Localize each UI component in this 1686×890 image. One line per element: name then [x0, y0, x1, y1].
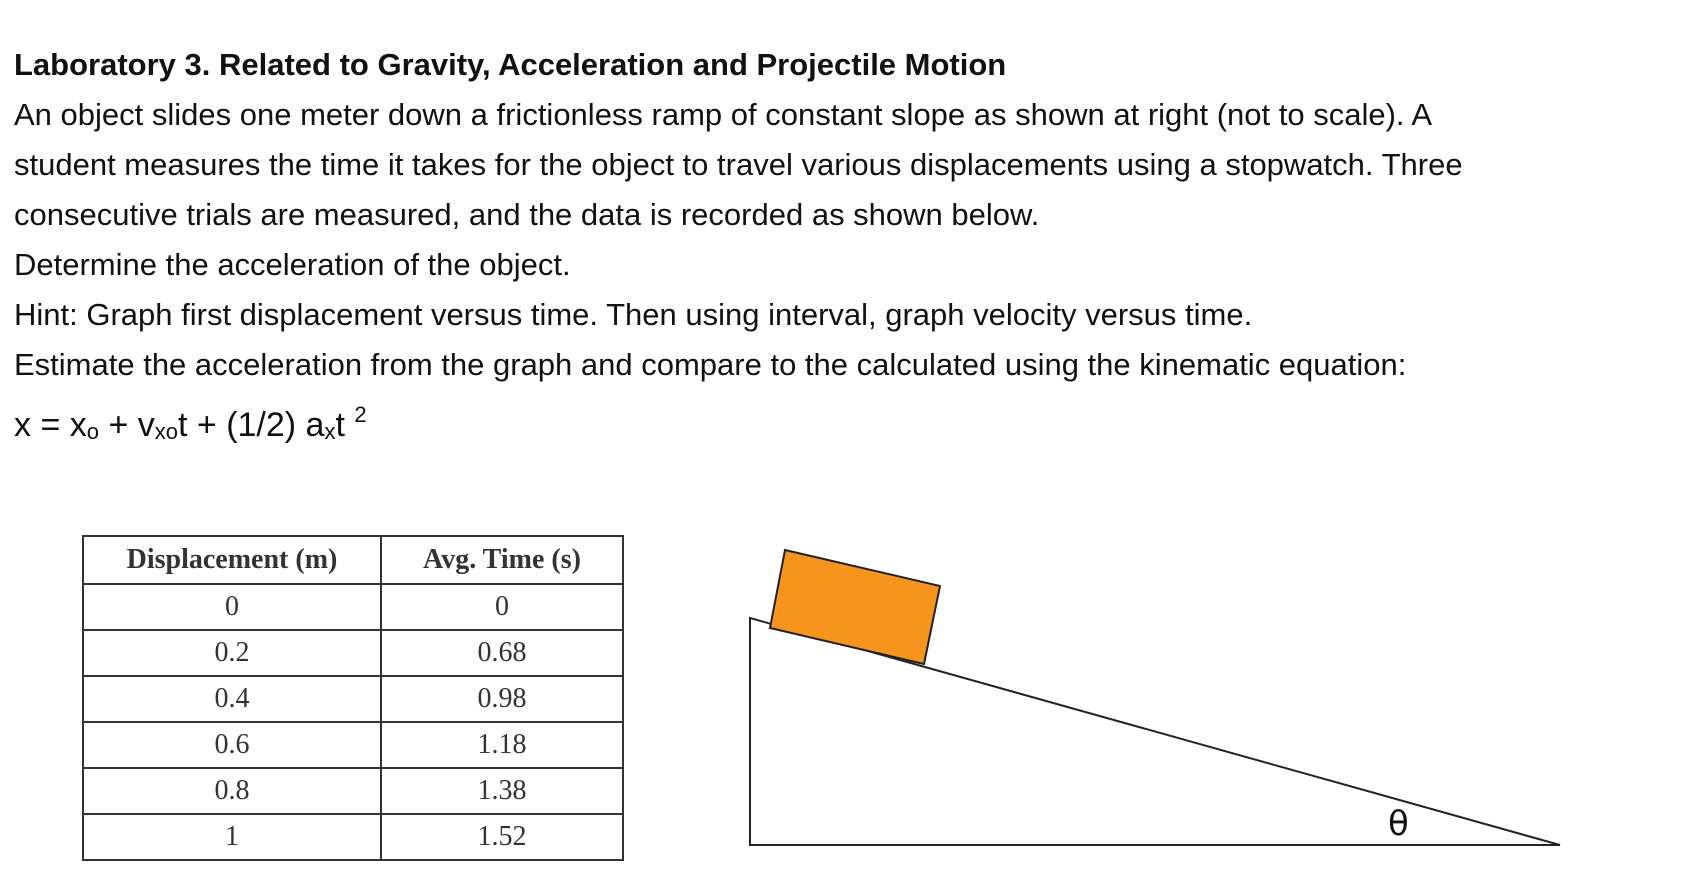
cell-time: 0: [381, 584, 623, 630]
cell-time: 1.18: [381, 722, 623, 768]
equation-part-2: + v: [99, 406, 155, 444]
paragraph-line-2: student measures the time it takes for the object to travel various displacements using a stopwatch. Three: [14, 147, 1463, 182]
table-row: [83, 584, 623, 630]
ramp-diagram: [740, 540, 1580, 860]
equation-sup: 2: [354, 402, 367, 427]
table-row: [83, 676, 623, 722]
lab-title: Laboratory 3. Related to Gravity, Acceleration and Projectile Motion: [14, 47, 1007, 82]
data-table: [82, 535, 624, 861]
problem-text: [14, 40, 1674, 457]
sliding-block: [770, 550, 940, 664]
equation-part-1: x = x: [14, 406, 87, 444]
table-row: [83, 722, 623, 768]
cell-time: 1.52: [381, 814, 623, 860]
task-text: Determine the acceleration of the object.: [14, 247, 571, 282]
angle-theta-label: θ: [1388, 804, 1409, 844]
cell-displacement: 1: [83, 814, 381, 860]
hint-text: Hint: Graph first displacement versus time. Then using interval, graph velocity versus time.: [14, 297, 1253, 332]
kinematic-equation: [14, 390, 1674, 457]
cell-displacement: 0.8: [83, 768, 381, 814]
cell-displacement: 0.6: [83, 722, 381, 768]
header-avg-time: Avg. Time (s): [381, 536, 623, 584]
header-displacement: Displacement (m): [83, 536, 381, 584]
table-row: [83, 768, 623, 814]
equation-part-4: t: [335, 406, 355, 444]
equation-sub-3: x: [324, 419, 336, 444]
cell-displacement: 0.4: [83, 676, 381, 722]
cell-displacement: 0: [83, 584, 381, 630]
equation-part-3: t + (1/2) a: [178, 406, 325, 444]
paragraph-line-3: consecutive trials are measured, and the data is recorded as shown below.: [14, 197, 1040, 232]
cell-time: 1.38: [381, 768, 623, 814]
cell-time: 0.98: [381, 676, 623, 722]
cell-time: 0.68: [381, 630, 623, 676]
equation-sub-2: xo: [154, 419, 178, 444]
cell-displacement: 0.2: [83, 630, 381, 676]
equation-sub-1: o: [86, 419, 99, 444]
table-row: [83, 630, 623, 676]
table-header-row: [83, 536, 623, 584]
table-row: [83, 814, 623, 860]
paragraph-line-1: An object slides one meter down a frictionless ramp of constant slope as shown at right (not to scale). A: [14, 97, 1433, 132]
estimate-text: Estimate the acceleration from the graph and compare to the calculated using the kinematic equation:: [14, 347, 1407, 382]
